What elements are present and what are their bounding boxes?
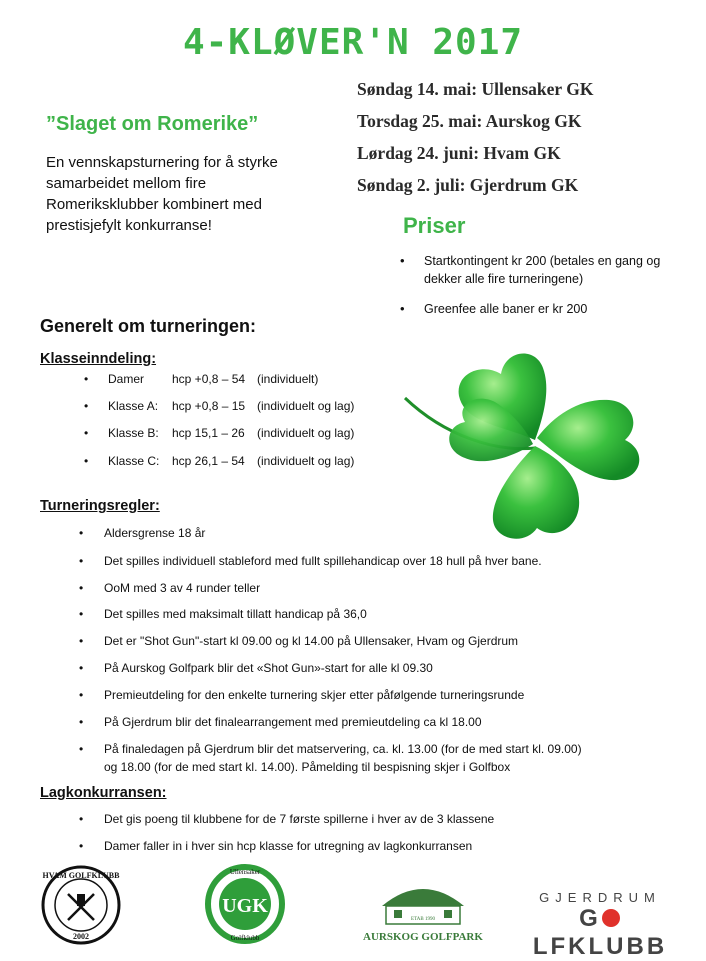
klasse-name: Klasse B: — [108, 426, 159, 440]
gjerdrum-golfklubb-logo — [520, 890, 680, 961]
klasse-name: Damer — [108, 372, 145, 386]
regler-list: • Aldersgrense 18 år • Det spilles individuell stableford med fullt spillehandicap over 18 hull på hver bane. • OoM med 3 av 4 runder teller • Det spilles med maksimalt tillatt handicap på 36,0 • Det er "Shot Gun"-start kl 09.00 og kl 14.00 på Ullensaker, Hvam og Gjerdrum • På Aurskog Golfpark blir det «Shot Gun»-start for alle kl 09.30 • Premieutdeling for den enkelte turnering skjer etter påfølgende turneringsrunde • På Gjerdrum blir det finalearrangement med premieutdeling ca kl 18.00 • På finaledagen på Gjerdrum blir det matservering, ca. kl. 13.00 (for de med start kl. 09.00) og 18.00 (for de med start kl. 14.00). Påmelding til bespisning skjer i Golfbox — [79, 526, 582, 774]
klasse-hcp: hcp +0,8 – 15 — [172, 399, 246, 413]
klasse-heading: Klasseinndeling: — [40, 351, 157, 367]
hvam-name: HVAM GOLFKLUBB — [42, 871, 120, 880]
general-heading: Generelt om turneringen: — [40, 316, 257, 336]
page-title: 4-KLØVER'N 2017 — [182, 22, 524, 63]
klasse-hcp: hcp 26,1 – 54 — [172, 454, 245, 468]
priser-item: • Startkontingent kr 200 (betales en gang og dekker alle fire turneringene) — [400, 252, 670, 288]
hvam-year: 2002 — [73, 932, 89, 941]
priser-heading: Priser — [403, 213, 466, 238]
date-1: Søndag 14. mai: Ullensaker GK — [357, 79, 594, 99]
klasse-type: (individuelt og lag) — [257, 454, 355, 468]
lag-list: • Det gis poeng til klubbene for de 7 første spillerne i hver av de 3 klassene • Damer faller in i hver sin hcp klasse for utregning av lagkonkurransen — [79, 812, 495, 853]
event-dates — [357, 78, 593, 206]
gjerdrum-top: GJERDRUM — [539, 890, 661, 905]
hvam-golfklubb-logo — [40, 864, 122, 946]
gjerdrum-bottom: GLFKLUBB — [532, 905, 668, 960]
golf-ball-pin-icon — [602, 909, 620, 927]
ullensaker-bottom: Golfklubb — [230, 934, 260, 942]
ullensaker-mono: UGK — [222, 895, 268, 917]
ullensaker-golfklubb-logo — [205, 862, 285, 946]
lag-heading: Lagkonkurransen: — [40, 785, 167, 801]
klasse-type: (individuelt og lag) — [257, 399, 355, 413]
klasse-type: (individuelt og lag) — [257, 426, 355, 440]
klasse-name: Klasse A: — [108, 399, 159, 413]
intro-text: En vennskapsturnering for å styrke samarbeidet mellom fire Romeriksklubber kombinert med prestisjefylt konkurranse! — [46, 154, 278, 234]
priser-item: • Greenfee alle baner er kr 200 — [400, 300, 670, 318]
date-2: Torsdag 25. mai: Aurskog GK — [357, 111, 582, 131]
klasse-hcp: hcp 15,1 – 26 — [172, 426, 245, 440]
four-leaf-clover-icon — [385, 340, 675, 545]
klasse-type: (individuelt) — [257, 372, 319, 386]
priser-list — [400, 252, 670, 330]
aurskog-est: ETAB 1990 — [411, 917, 435, 922]
klasse-name: Klasse C: — [108, 454, 160, 468]
klasse-hcp: hcp +0,8 – 54 — [172, 372, 246, 386]
subtitle: ”Slaget om Romerike” — [46, 113, 259, 135]
aurskog-golfpark-logo — [358, 872, 488, 944]
ullensaker-top: Ullensaker — [229, 868, 261, 876]
klasse-list: • Damer hcp +0,8 – 54 (individuelt) • Klasse A: hcp +0,8 – 15 (individuelt og lag) • Klasse B: hcp 15,1 – 26 (individuelt og lag) • Klasse C: hcp 26,1 – 54 (individuelt og lag) — [84, 372, 355, 468]
date-3: Lørdag 24. juni: Hvam GK — [357, 143, 561, 163]
date-4: Søndag 2. juli: Gjerdrum GK — [357, 175, 579, 195]
aurskog-name: AURSKOG GOLFPARK — [363, 931, 483, 943]
regler-heading: Turneringsregler: — [40, 498, 160, 514]
